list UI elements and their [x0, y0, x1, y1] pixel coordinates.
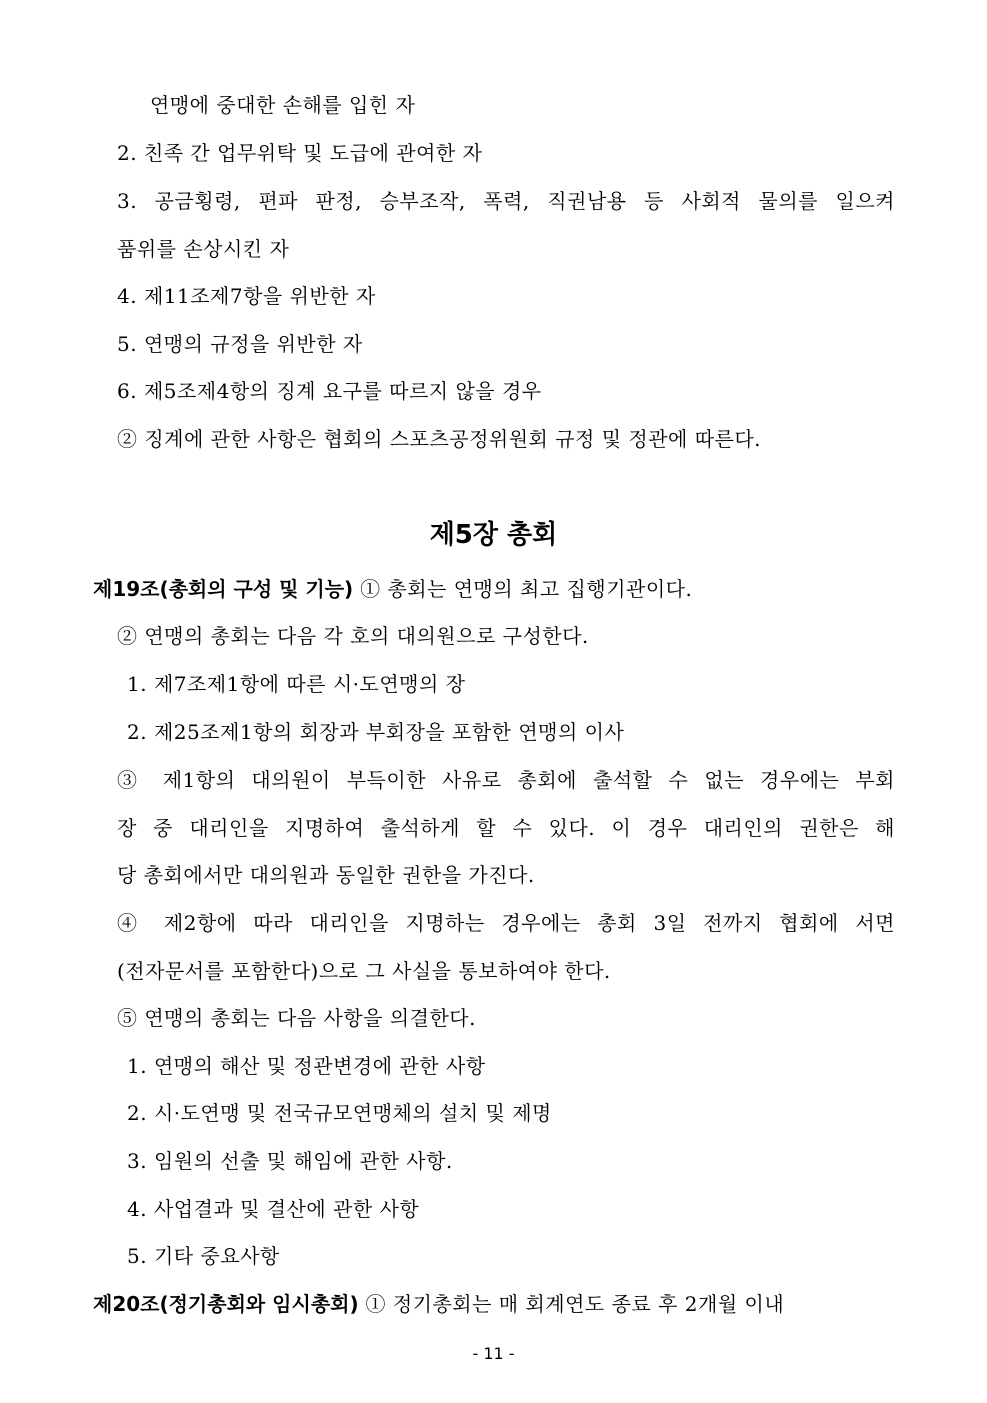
list-item: 1. 연맹의 해산 및 정관변경에 관한 사항 [127, 1054, 486, 1078]
paragraph: ① 총회는 연맹의 최고 집행기관이다. [360, 577, 693, 601]
list-item: 5. 연맹의 규정을 위반한 자 [117, 332, 363, 356]
paragraph: ② 징계에 관한 사항은 협회의 스포츠공정위원회 규정 및 정관에 따른다. [117, 427, 762, 451]
page-number: - 11 - [472, 1344, 515, 1363]
paragraph: ⑤ 연맹의 총회는 다음 사항을 의결한다. [117, 1006, 476, 1030]
list-item: 2. 시·도연맹 및 전국규모연맹체의 설치 및 제명 [127, 1101, 552, 1125]
list-item: 5. 기타 중요사항 [127, 1244, 280, 1268]
chapter-title: 제5장 총회 [429, 520, 558, 550]
list-item: 6. 제5조제4항의 징계 요구를 따르지 않을 경우 [117, 379, 542, 403]
list-item-continued: 품위를 손상시킨 자 [117, 237, 290, 261]
article-19-first-line [93, 575, 692, 603]
list-item: 3. 임원의 선출 및 해임에 관한 사항. [127, 1149, 453, 1173]
paragraph: ① 정기총회는 매 회계연도 종료 후 2개월 이내 [365, 1292, 785, 1316]
article-title: 제19조(총회의 구성 및 기능) [93, 577, 354, 601]
article-title: 제20조(정기총회와 임시총회) [93, 1292, 359, 1316]
paragraph: ② 연맹의 총회는 다음 각 호의 대의원으로 구성한다. [117, 624, 589, 648]
list-item: 3. 공금횡령, 편파 판정, 승부조작, 폭력, 직권남용 등 사회적 물의를 일으켜 [117, 189, 895, 213]
list-item: 2. 제25조제1항의 회장과 부회장을 포함한 연맹의 이사 [127, 720, 625, 744]
list-item: 2. 친족 간 업무위탁 및 도급에 관여한 자 [117, 141, 483, 165]
paragraph: ③ 제1항의 대의원이 부득이한 사유로 총회에 출석할 수 없는 경우에는 부회 [117, 768, 895, 792]
paragraph: ④ 제2항에 따라 대리인을 지명하는 경우에는 총회 3일 전까지 협회에 서면 [117, 911, 895, 935]
paragraph-continued: 당 총회에서만 대의원과 동일한 권한을 가진다. [117, 863, 535, 887]
list-item: 4. 제11조제7항을 위반한 자 [117, 284, 376, 308]
article-20-first-line [93, 1290, 784, 1318]
continued-line: 연맹에 중대한 손해를 입힌 자 [150, 93, 416, 117]
list-item: 1. 제7조제1항에 따른 시·도연맹의 장 [127, 672, 466, 696]
paragraph-continued: (전자문서를 포함한다)으로 그 사실을 통보하여야 한다. [117, 959, 611, 983]
list-item: 4. 사업결과 및 결산에 관한 사항 [127, 1197, 420, 1221]
paragraph-continued: 장 중 대리인을 지명하여 출석하게 할 수 있다. 이 경우 대리인의 권한은 해 [117, 816, 895, 840]
